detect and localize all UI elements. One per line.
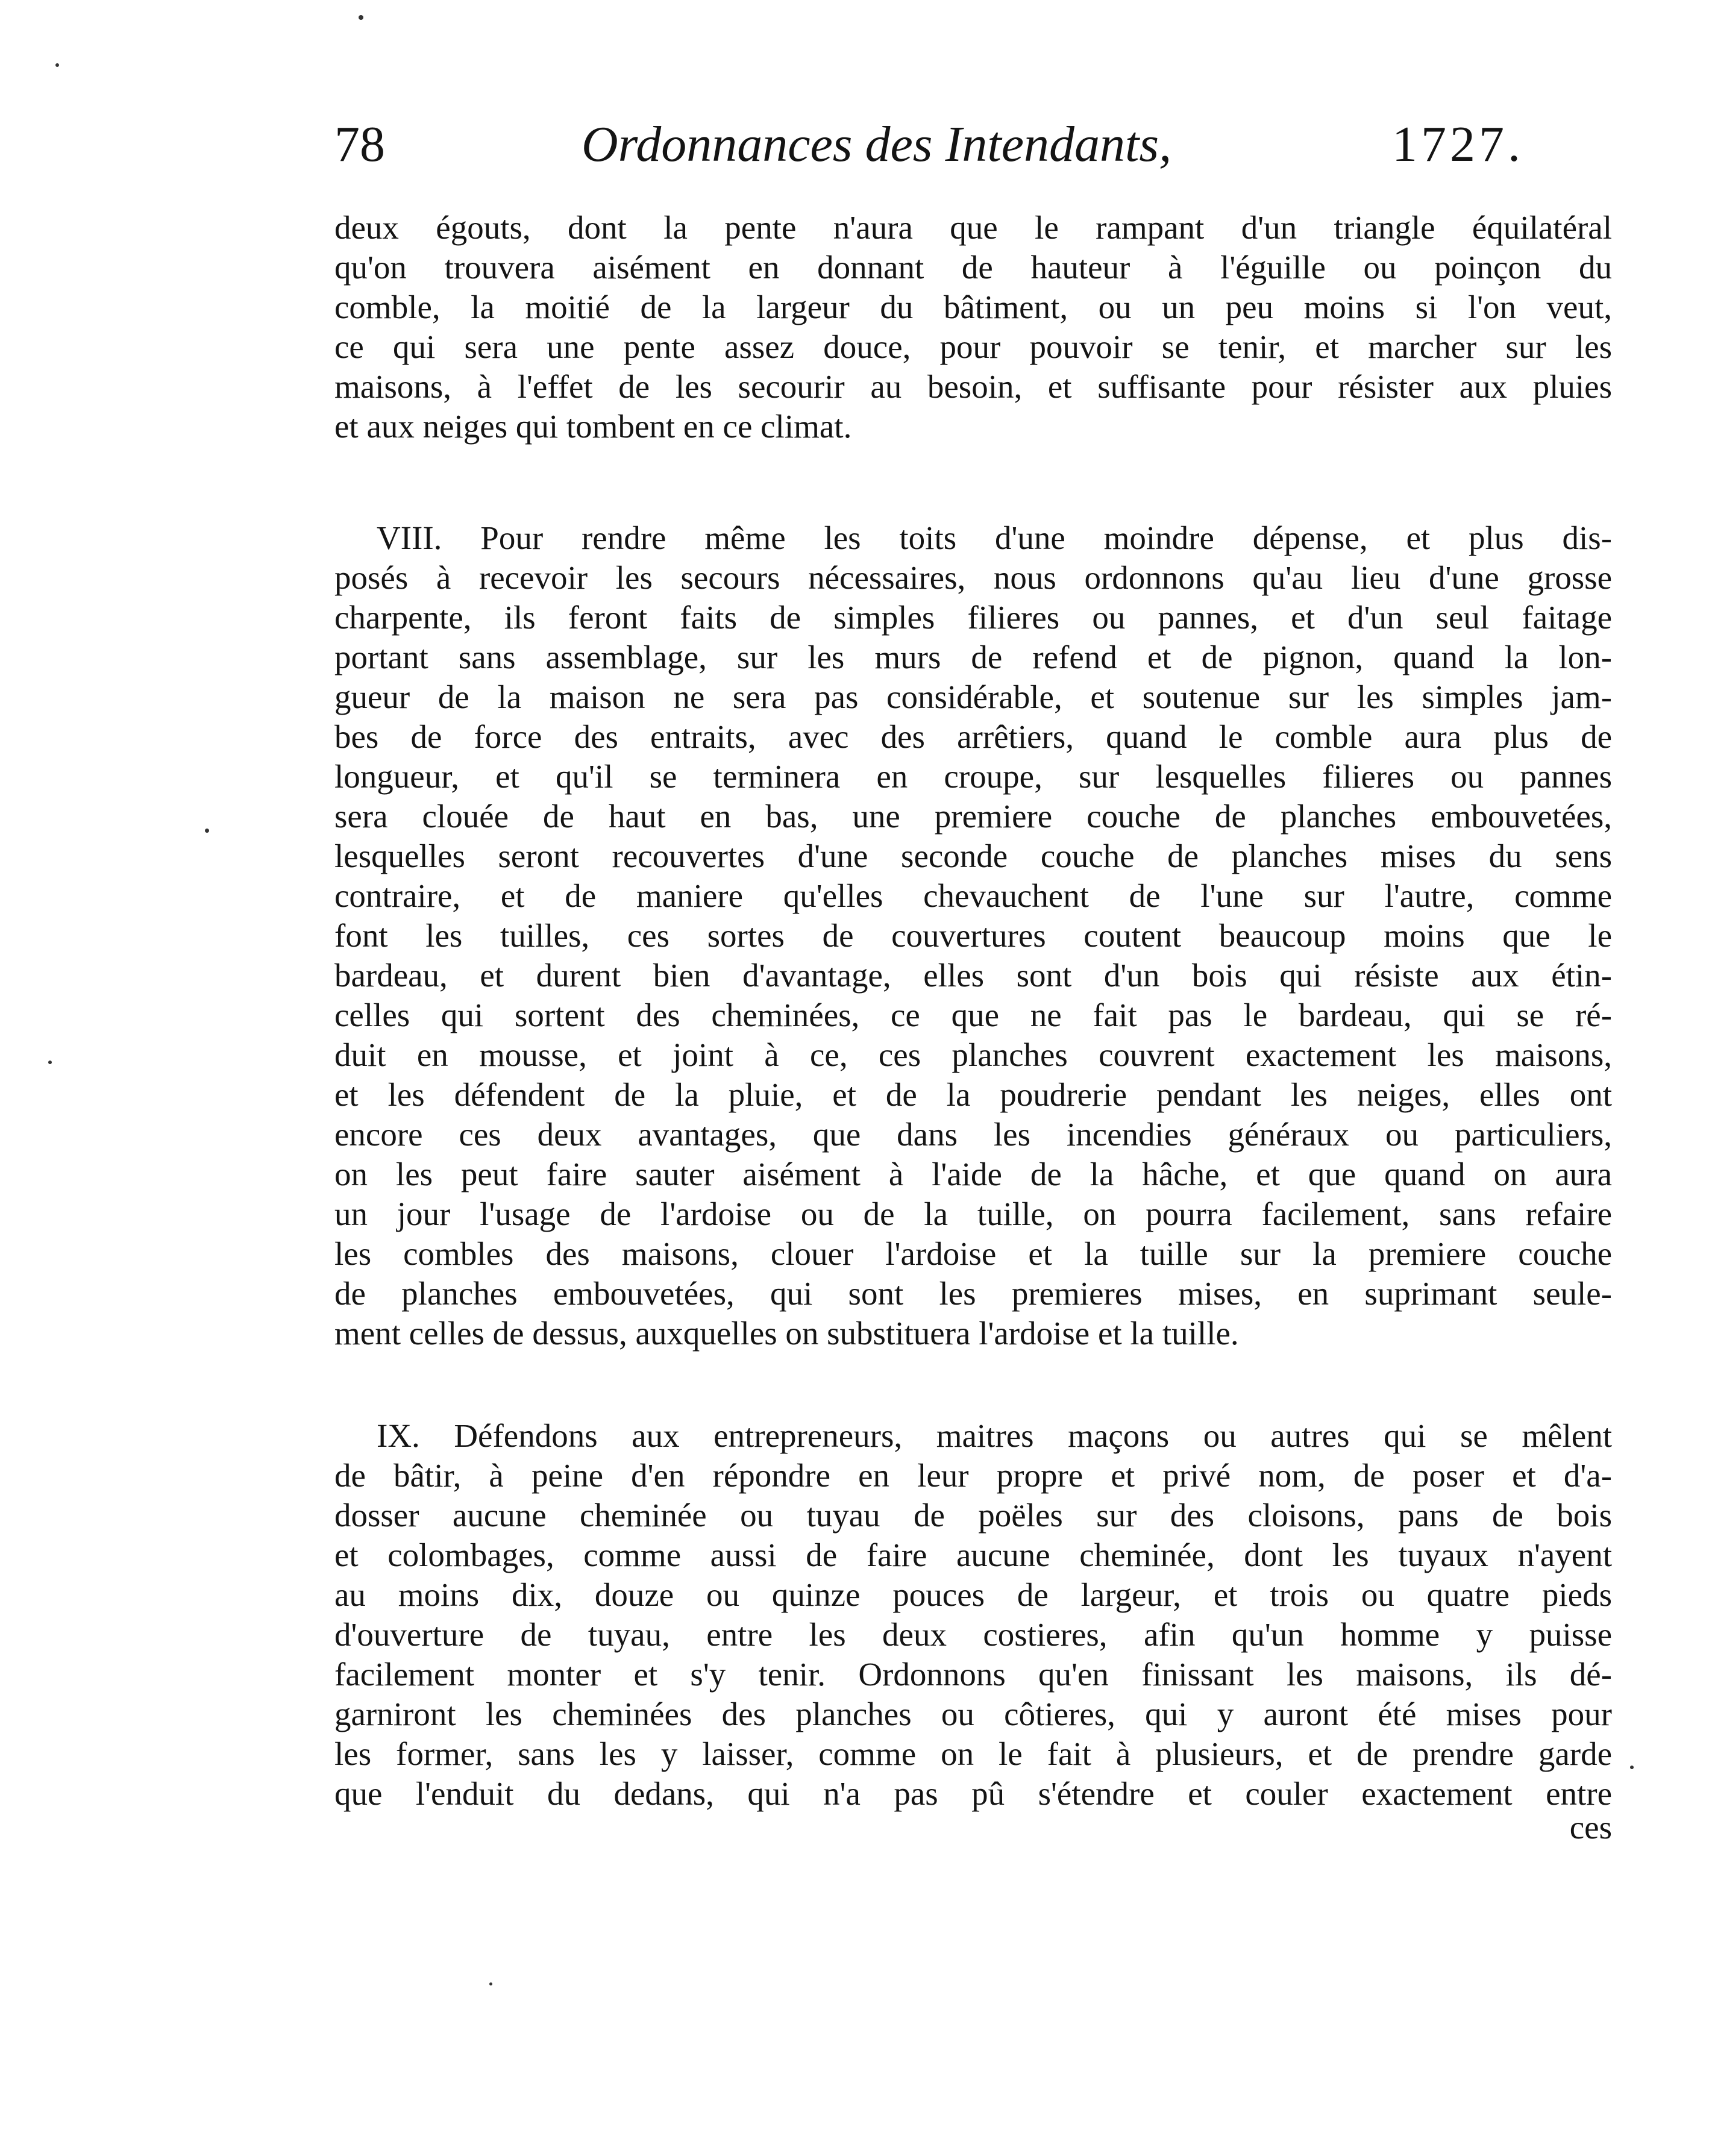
text-line: et colombages, comme aussi de faire aucune cheminée, dont les tuyaux n'ayent <box>334 1537 1612 1573</box>
scan-speck <box>1630 1766 1634 1769</box>
text-line: de planches embouvetées, qui sont les premieres mises, en suprimant seule- <box>334 1275 1612 1312</box>
text-line: les former, sans les y laisser, comme on le fait à plusieurs, et de prendre garde <box>334 1735 1612 1772</box>
scan-speck <box>489 1982 492 1985</box>
text-line: que l'enduit du dedans, qui n'a pas pû s'étendre et couler exactement entre <box>334 1775 1612 1812</box>
running-title: Ordonnances des Intendants, <box>582 116 1172 172</box>
text-line: qu'on trouvera aisément en donnant de hauteur à l'éguille ou poinçon du <box>334 249 1612 286</box>
scan-speck <box>48 1061 52 1064</box>
scan-speck <box>205 829 209 833</box>
article-heading-line: VIII. Pour rendre même les toits d'une moindre dépense, et plus dis- <box>377 519 1612 556</box>
text-line: d'ouverture de tuyau, entre les deux costieres, afin qu'un homme y puisse <box>334 1616 1612 1653</box>
page-header <box>334 111 1612 178</box>
text-line: ce qui sera une pente assez douce, pour pouvoir se tenir, et marcher sur les <box>334 328 1612 365</box>
text-line: comble, la moitié de la largeur du bâtiment, ou un peu moins si l'on veut, <box>334 289 1612 325</box>
text-line: les combles des maisons, clouer l'ardoise et la tuille sur la premiere couche <box>334 1235 1612 1272</box>
text-line: celles qui sortent des cheminées, ce que ne fait pas le bardeau, qui se ré- <box>334 997 1612 1033</box>
header-year: 1727. <box>1392 116 1524 172</box>
text-line: facilement monter et s'y tenir. Ordonnons qu'en finissant les maisons, ils dé- <box>334 1656 1612 1693</box>
text-line: gueur de la maison ne sera pas considérable, et soutenue sur les simples jam- <box>334 678 1612 715</box>
text-line: duit en mousse, et joint à ce, ces planches couvrent exactement les maisons, <box>334 1036 1612 1073</box>
text-line: charpente, ils feront faits de simples filieres ou pannes, et d'un seul faitage <box>334 599 1612 636</box>
article-viii-paragraph <box>334 518 1612 1353</box>
page-number: 78 <box>334 116 385 172</box>
text-line: longueur, et qu'il se terminera en croupe, sur lesquelles filieres ou pannes <box>334 758 1612 795</box>
text-line: posés à recevoir les secours nécessaires, nous ordonnons qu'au lieu d'une grosse <box>334 559 1612 596</box>
catchword: ces <box>1569 1809 1612 1846</box>
catchword-block <box>334 1808 1612 1847</box>
scan-speck <box>55 63 59 67</box>
text-line: lesquelles seront recouvertes d'une seconde couche de planches mises du sens <box>334 838 1612 874</box>
text-line: font les tuilles, ces sortes de couvertures coutent beaucoup moins que le <box>334 917 1612 954</box>
text-line: bardeau, et durent bien d'avantage, elles sont d'un bois qui résiste aux étin- <box>334 957 1612 994</box>
text-line: bes de force des entraits, avec des arrêtiers, quand le comble aura plus de <box>334 718 1612 755</box>
text-line: au moins dix, douze ou quinze pouces de largeur, et trois ou quatre pieds <box>334 1576 1612 1613</box>
text-line: de bâtir, à peine d'en répondre en leur propre et privé nom, de poser et d'a- <box>334 1457 1612 1494</box>
text-line: encore ces deux avantages, que dans les incendies généraux ou particuliers, <box>334 1116 1612 1153</box>
article-heading-line: IX. Défendons aux entrepreneurs, maitres maçons ou autres qui se mêlent <box>377 1417 1612 1454</box>
text-line: sera clouée de haut en bas, une premiere couche de planches embouvetées, <box>334 798 1612 835</box>
text-line: dosser aucune cheminée ou tuyau de poëles sur des cloisons, pans de bois <box>334 1497 1612 1534</box>
text-line: et aux neiges qui tombent en ce climat. <box>334 408 852 445</box>
text-line: portant sans assemblage, sur les murs de refend et de pignon, quand la lon- <box>334 639 1612 675</box>
text-line: garniront les cheminées des planches ou côtieres, qui y auront été mises pour <box>334 1696 1612 1732</box>
text-line: contraire, et de maniere qu'elles chevauchent de l'une sur l'autre, comme <box>334 877 1612 914</box>
article-ix-paragraph <box>334 1416 1612 1814</box>
text-line: ment celles de dessus, auxquelles on substituera l'ardoise et la tuille. <box>334 1315 1239 1352</box>
text-line: un jour l'usage de l'ardoise ou de la tuille, on pourra facilement, sans refaire <box>334 1196 1612 1232</box>
scan-speck <box>359 15 363 20</box>
text-line: et les défendent de la pluie, et de la poudrerie pendant les neiges, elles ont <box>334 1076 1612 1113</box>
text-line: deux égouts, dont la pente n'aura que le rampant d'un triangle équilatéral <box>334 209 1612 246</box>
continuation-paragraph <box>334 208 1612 447</box>
text-line: maisons, à l'effet de les secourir au besoin, et suffisante pour résister aux pluies <box>334 368 1612 405</box>
text-line: on les peut faire sauter aisément à l'aide de la hâche, et que quand on aura <box>334 1156 1612 1192</box>
